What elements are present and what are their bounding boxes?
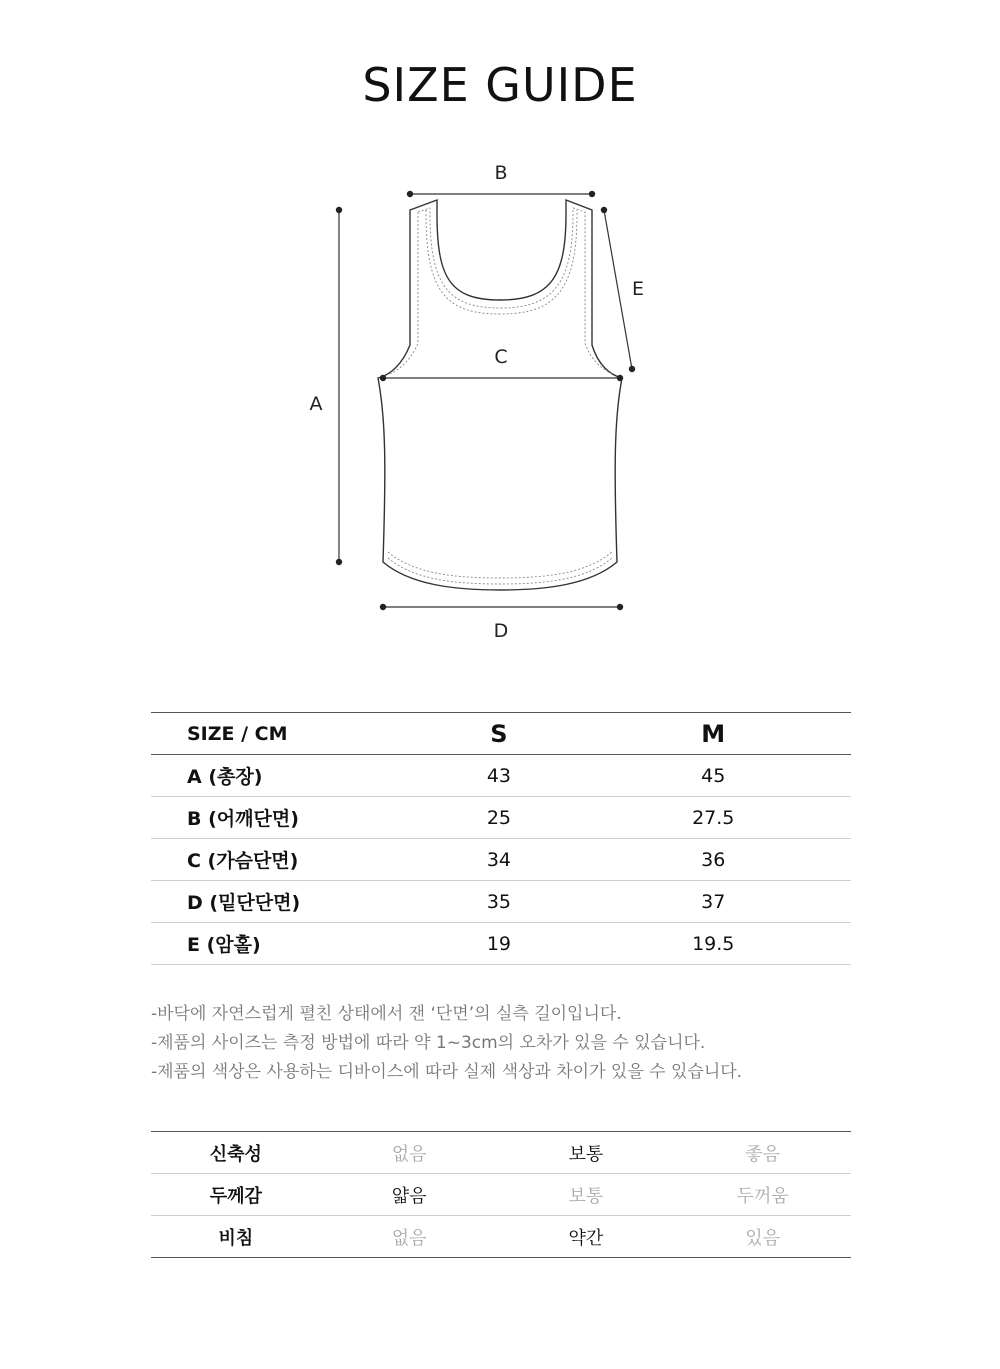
measurement-notes [151, 1000, 911, 1087]
tank-top-outline [378, 200, 622, 590]
row-value-s: 34 [422, 839, 575, 881]
table-row [151, 839, 851, 881]
measure-line-e [604, 210, 632, 369]
row-label: E (암홀) [151, 923, 422, 965]
tank-top-diagram [0, 0, 1000, 680]
attribute-option: 약간 [497, 1216, 674, 1258]
attribute-name: 비침 [151, 1216, 321, 1258]
size-header-m: M [575, 713, 851, 755]
attribute-option: 없음 [321, 1216, 498, 1258]
row-value-s: 35 [422, 881, 575, 923]
row-value-s: 43 [422, 755, 575, 797]
table-row [151, 755, 851, 797]
attribute-row-thickness [151, 1174, 851, 1216]
size-table [151, 712, 851, 965]
diagram-label-b: B [494, 162, 508, 184]
row-value-s: 19 [422, 923, 575, 965]
attribute-option: 얇음 [321, 1174, 498, 1216]
row-value-m: 36 [575, 839, 851, 881]
note-line: -바닥에 자연스럽게 펼친 상태에서 잰 ‘단면’의 실측 길이입니다. [151, 1004, 622, 1024]
table-row [151, 881, 851, 923]
attribute-row-stretch [151, 1132, 851, 1174]
attribute-name: 신축성 [151, 1132, 321, 1174]
attribute-option: 있음 [674, 1216, 851, 1258]
row-value-m: 19.5 [575, 923, 851, 965]
row-value-s: 25 [422, 797, 575, 839]
row-value-m: 27.5 [575, 797, 851, 839]
attribute-option: 없음 [321, 1132, 498, 1174]
row-label: D (밑단단면) [151, 881, 422, 923]
attribute-option: 보통 [497, 1174, 674, 1216]
attribute-option: 좋음 [674, 1132, 851, 1174]
diagram-label-a: A [309, 393, 323, 415]
row-value-m: 45 [575, 755, 851, 797]
row-label: B (어깨단면) [151, 797, 422, 839]
diagram-label-c: C [494, 346, 508, 368]
table-row [151, 923, 851, 965]
diagram-label-d: D [493, 620, 509, 642]
table-row [151, 797, 851, 839]
note-line: -제품의 색상은 사용하는 디바이스에 따라 실제 색상과 차이가 있을 수 있습니다. [151, 1062, 743, 1082]
page-title: SIZE GUIDE [362, 58, 638, 112]
tank-top-stitching [388, 208, 612, 584]
attribute-option: 보통 [497, 1132, 674, 1174]
size-header-label: SIZE / CM [151, 713, 422, 755]
fabric-attributes-table [151, 1131, 851, 1258]
attribute-option: 두꺼움 [674, 1174, 851, 1216]
row-value-m: 37 [575, 881, 851, 923]
row-label: C (가슴단면) [151, 839, 422, 881]
attribute-name: 두께감 [151, 1174, 321, 1216]
row-label: A (총장) [151, 755, 422, 797]
note-line: -제품의 사이즈는 측정 방법에 따라 약 1~3cm의 오차가 있을 수 있습니다. [151, 1033, 706, 1053]
size-header-s: S [422, 713, 575, 755]
attribute-row-sheerness [151, 1216, 851, 1258]
diagram-label-e: E [631, 278, 645, 300]
size-table-header [151, 713, 851, 755]
